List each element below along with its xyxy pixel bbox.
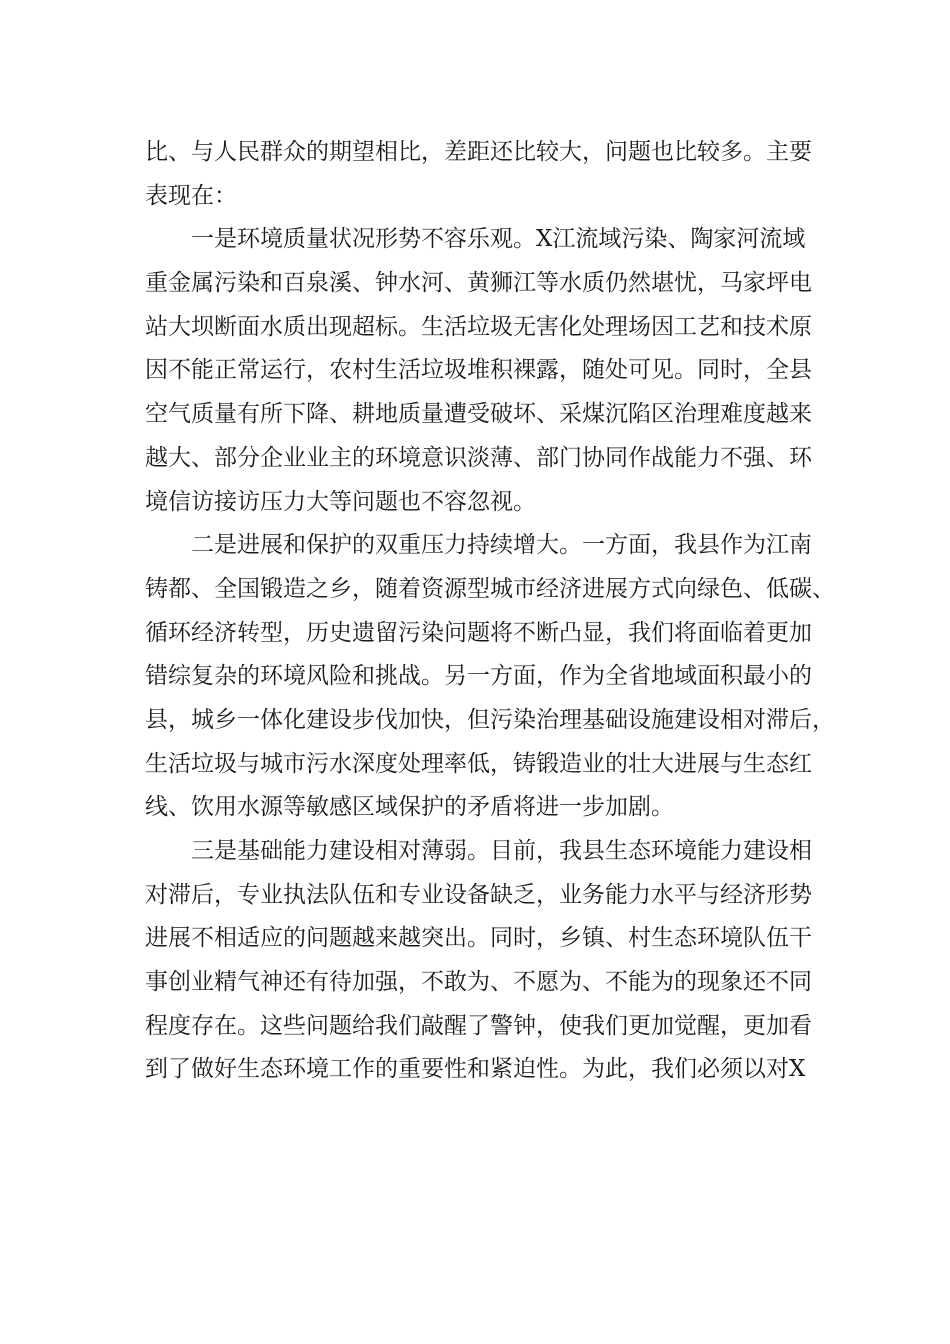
paragraph-3	[145, 830, 812, 1092]
text-line: 对滞后，专业执法队伍和专业设备缺乏，业务能力水平与经济形势	[145, 881, 812, 908]
text-line: 空气质量有所下降、耕地质量遭受破坏、采煤沉陷区治理难度越来	[145, 401, 812, 428]
text-line: 越大、部分企业业主的环境意识淡薄、部门协同作战能力不强、环	[145, 444, 812, 471]
text-line: 站大坝断面水质出现超标。生活垃圾无害化处理场因工艺和技术原	[145, 313, 812, 340]
text-line: 循环经济转型，历史遗留污染问题将不断凸显，我们将面临着更加	[145, 619, 812, 646]
text-line: 境信访接访压力大等问题也不容忽视。	[145, 488, 536, 515]
text-line: 二是进展和保护的双重压力持续增大。一方面，我县作为江南	[191, 532, 812, 559]
text-line: 进展不相适应的问题越来越突出。同时，乡镇、村生态环境队伍干	[145, 925, 812, 952]
paragraph-1	[145, 218, 812, 524]
text-line: 比、与人民群众的期望相比，差距还比较大，问题也比较多。主要	[145, 139, 812, 165]
text-line: 程度存在。这些问题给我们敲醒了警钟，使我们更加觉醒，更加看	[145, 1012, 812, 1039]
text-line: 线、饮用水源等敏感区域保护的矛盾将进一步加剧。	[145, 794, 674, 821]
text-line: 事创业精气神还有待加强，不敢为、不愿为、不能为的现象还不同	[145, 969, 812, 996]
document-body	[145, 131, 835, 1092]
paragraph-2	[145, 524, 835, 830]
text-line: 到了做好生态环境工作的重要性和紧迫性。为此，我们必须以对X	[145, 1056, 806, 1083]
text-line: 表现在：	[145, 182, 237, 209]
text-line: 县，城乡一体化建设步伐加快，但污染治理基础设施建设相对滞后，	[145, 706, 835, 733]
text-line: 铸都、全国锻造之乡，随着资源型城市经济进展方式向绿色、低碳、	[145, 575, 835, 602]
text-line: 一是环境质量状况形势不容乐观。X江流域污染、陶家河流域	[191, 226, 806, 253]
text-line: 重金属污染和百泉溪、钟水河、黄狮江等水质仍然堪忧，马家坪电	[145, 270, 812, 297]
text-line: 错综复杂的环境风险和挑战。另一方面，作为全省地域面积最小的	[145, 663, 812, 690]
text-line: 三是基础能力建设相对薄弱。目前，我县生态环境能力建设相	[191, 838, 812, 864]
text-line: 生活垃圾与城市污水深度处理率低，铸锻造业的壮大进展与生态红	[145, 750, 812, 777]
paragraph-0	[145, 131, 812, 218]
text-line: 因不能正常运行，农村生活垃圾堆积裸露，随处可见。同时，全县	[145, 357, 812, 384]
